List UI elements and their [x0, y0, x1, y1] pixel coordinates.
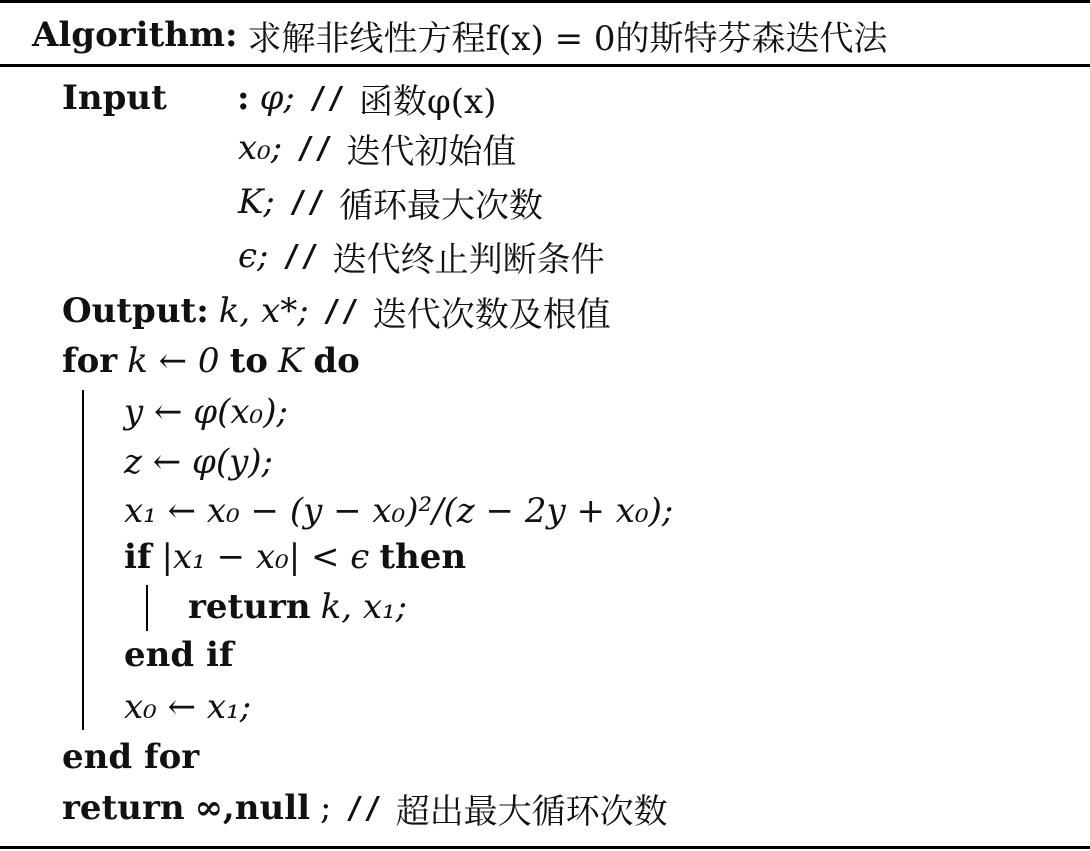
for-keyword: for — [62, 341, 118, 381]
final-return-desc: 超出最大循环次数 — [395, 791, 668, 832]
assign-x0: x₀ ← x₁; — [124, 687, 252, 727]
title-text: 求解非线性方程f(x) = 0的斯特芬森迭代法 — [247, 18, 888, 59]
for-header — [62, 336, 360, 386]
for-body-line-update — [124, 682, 251, 732]
end-if-keyword: end if — [124, 635, 234, 675]
for-body-bar — [82, 390, 84, 730]
return-values: k, x₁; — [320, 587, 408, 627]
input-comment-4: // — [282, 238, 319, 274]
if-keyword: if — [124, 537, 152, 577]
input-line-2 — [238, 123, 516, 173]
top-rule — [0, 0, 1090, 3]
input-desc-1: 函数φ(x) — [358, 81, 497, 122]
end-for-keyword: end for — [62, 737, 200, 777]
input-var-2: x₀; — [238, 128, 283, 168]
input-desc-2: 迭代初始值 — [346, 131, 517, 172]
input-line-1 — [62, 73, 496, 123]
assign-y: y ← φ(x₀); — [124, 392, 288, 432]
input-var-1: φ; — [259, 78, 295, 118]
input-line-4 — [238, 231, 605, 281]
final-return-semicolon: ; — [320, 788, 332, 828]
title-keyword: Algorithm: — [32, 15, 238, 55]
to-keyword: to — [229, 341, 268, 381]
then-keyword: then — [379, 537, 467, 577]
assign-z: z ← φ(y); — [124, 442, 274, 482]
algorithm-title — [32, 6, 888, 64]
input-var-3: K; — [238, 182, 275, 222]
bottom-rule — [0, 846, 1090, 849]
final-return-value: ∞,null — [194, 788, 311, 828]
if-condition: |x₁ − x₀| < ϵ — [161, 537, 370, 577]
final-return-keyword: return — [62, 788, 185, 828]
output-desc: 迭代次数及根值 — [372, 294, 611, 335]
input-desc-4: 迭代终止判断条件 — [332, 239, 605, 280]
for-body-line-3 — [124, 486, 673, 536]
end-if-line — [124, 630, 234, 680]
return-keyword: return — [188, 587, 311, 627]
input-desc-3: 循环最大次数 — [338, 185, 543, 226]
input-label: Input — [62, 78, 167, 118]
if-body-bar — [146, 585, 148, 631]
end-for-line — [62, 732, 199, 782]
for-body-line-2 — [124, 437, 273, 487]
header-rule — [0, 64, 1090, 67]
final-return-comment: // — [345, 790, 382, 826]
if-body-line — [188, 582, 407, 632]
input-colon: : — [237, 78, 250, 118]
output-line — [62, 286, 611, 336]
for-body-line-1 — [124, 387, 288, 437]
output-comment: // — [322, 293, 359, 329]
output-label: Output: — [62, 291, 209, 331]
final-return-line — [62, 783, 668, 833]
input-comment-1: // — [308, 80, 345, 116]
output-vars: k, x*; — [218, 291, 309, 331]
for-limit: K — [277, 341, 304, 381]
input-comment-3: // — [288, 184, 325, 220]
do-keyword: do — [313, 341, 360, 381]
assign-x1: x₁ ← x₀ − (y − x₀)²/(z − 2y + x₀); — [124, 491, 674, 531]
input-var-4: ϵ; — [238, 236, 269, 276]
input-comment-2: // — [296, 130, 333, 166]
input-line-3 — [238, 177, 543, 227]
if-header — [124, 532, 466, 582]
for-init: k ← 0 — [127, 341, 220, 381]
